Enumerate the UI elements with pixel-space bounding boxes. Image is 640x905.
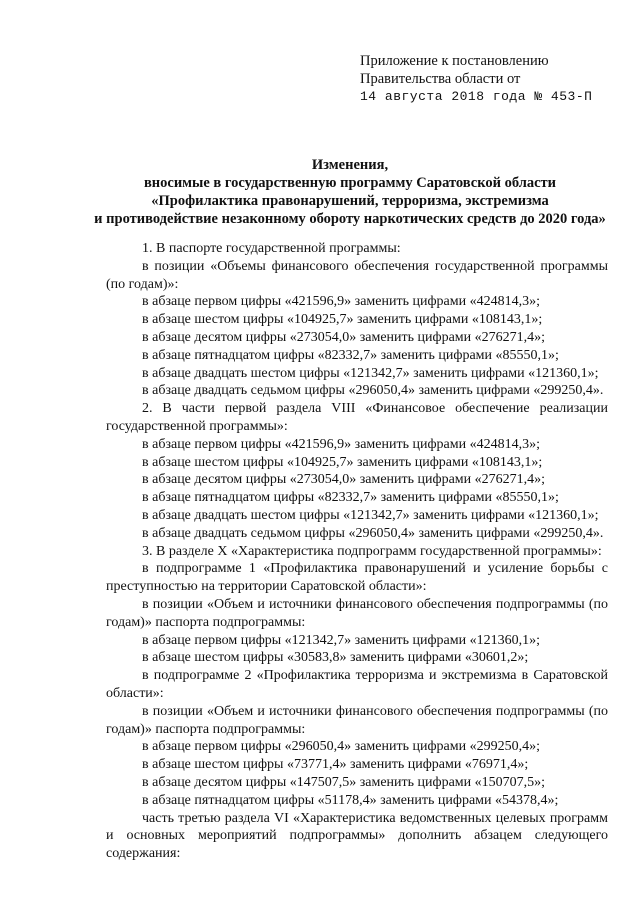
paragraph: часть третью раздела VI «Характеристика ведомственных целевых программ и основных мероприятий подпрограммы» дополнить абзацем следующего содержания: (106, 810, 608, 862)
paragraph: в подпрограмме 2 «Профилактика терроризма и экстремизма в Саратовской области»: (106, 668, 608, 701)
paragraph: в абзаце шестом цифры «30583,8» заменить цифрами «30601,2»; (142, 650, 529, 666)
paragraph: в абзаце пятнадцатом цифры «82332,7» заменить цифрами «85550,1»; (142, 347, 559, 363)
paragraph: в абзаце двадцать шестом цифры «121342,7» заменить цифрами «121360,1»; (142, 507, 599, 523)
approval-date-number: 14 августа 2018 года № 453-П (360, 89, 593, 104)
title-line-3: «Профилактика правонарушений, терроризма, экстремизма (151, 193, 549, 209)
paragraph: в абзаце шестом цифры «104925,7» заменить цифрами «108143,1»; (142, 312, 543, 328)
title-line-4: и противодействие незаконному обороту наркотических средств до 2020 года» (94, 211, 606, 227)
paragraph: в абзаце десятом цифры «273054,0» заменить цифрами «276271,4»; (142, 329, 546, 345)
paragraph: 1. В паспорте государственной программы: (142, 241, 401, 256)
paragraph: в абзаце первом цифры «421596,9» заменить цифрами «424814,3»; (142, 436, 540, 452)
paragraph: в подпрограмме 1 «Профилактика правонарушений и усиление борьбы с преступностью на территории Саратовской области»: (106, 561, 608, 595)
paragraph: в абзаце десятом цифры «147507,5» заменить цифрами «150707,5»; (142, 774, 546, 790)
paragraph: в абзаце десятом цифры «273054,0» заменить цифрами «276271,4»; (142, 472, 546, 488)
paragraph: в абзаце первом цифры «296050,4» заменить цифрами «299250,4»; (142, 739, 540, 755)
paragraph: в абзаце двадцать шестом цифры «121342,7» заменить цифрами «121360,1»; (142, 365, 599, 381)
paragraph: в абзаце пятнадцатом цифры «82332,7» заменить цифрами «85550,1»; (142, 490, 559, 506)
document-body (106, 240, 608, 863)
title-line-1: Изменения, (311, 157, 389, 173)
document-title (80, 156, 620, 228)
paragraph: в абзаце пятнадцатом цифры «51178,4» заменить цифрами «54378,4»; (142, 792, 559, 808)
title-line-2: вносимые в государственную программу Саратовской области (143, 175, 557, 191)
paragraph: в абзаце первом цифры «421596,9» заменить цифрами «424814,3»; (142, 294, 540, 310)
paragraph: в абзаце шестом цифры «73771,4» заменить цифрами «76971,4»; (142, 757, 529, 773)
paragraph: в позиции «Объемы финансового обеспечения государственной программы (по годам)»: (106, 258, 608, 292)
paragraph: в абзаце двадцать седьмом цифры «296050,4» заменить цифрами «299250,4». (142, 525, 604, 541)
paragraph: в абзаце двадцать седьмом цифры «296050,4» заменить цифрами «299250,4». (142, 383, 604, 399)
approval-line-1: Приложение к постановлению (360, 53, 549, 69)
paragraph: 2. В части первой раздела VIII «Финансовое обеспечение реализации государственной программы»: (106, 401, 608, 434)
paragraph: в абзаце первом цифры «121342,7» заменить цифрами «121360,1»; (142, 632, 540, 648)
paragraph: в позиции «Объем и источники финансового обеспечения подпрограммы (по годам)» паспорта подпрограммы: (106, 596, 608, 630)
approval-line-2: Правительства области от (360, 71, 521, 87)
paragraph: в позиции «Объем и источники финансового обеспечения подпрограммы (по годам)» паспорта подпрограммы: (106, 703, 608, 737)
paragraph: в абзаце шестом цифры «104925,7» заменить цифрами «108143,1»; (142, 454, 543, 470)
approval-header (360, 52, 592, 106)
paragraph: 3. В разделе X «Характеристика подпрограмм государственной программы»: (142, 543, 602, 559)
